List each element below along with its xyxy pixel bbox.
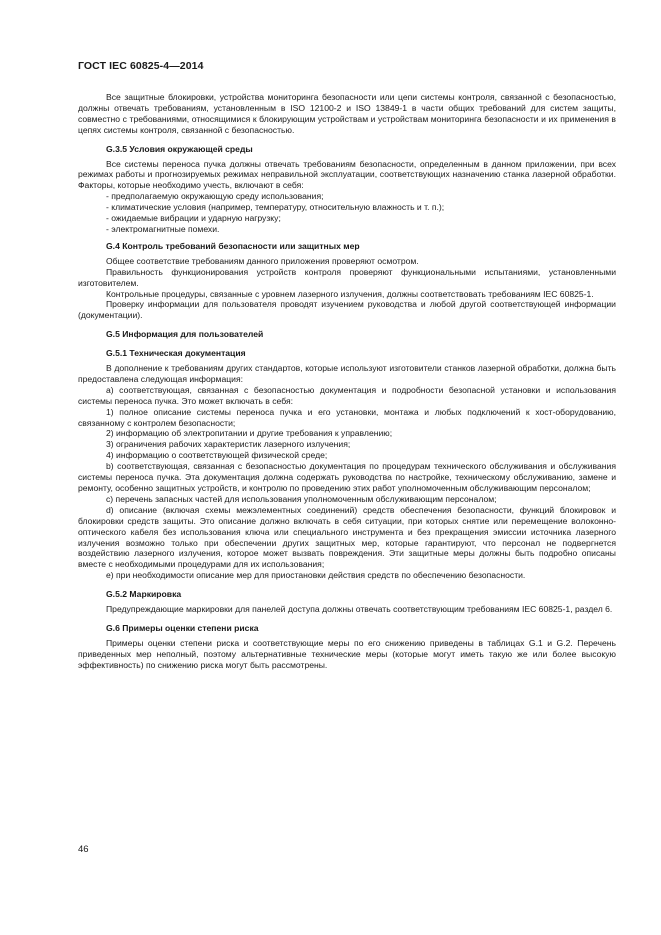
page-content: [78, 92, 616, 671]
paragraph-item-a4: 4) информацию о соответствующей физической среде;: [106, 450, 328, 461]
heading-g52: G.5.2 Маркировка: [106, 589, 182, 600]
list-item-env-2: - климатические условия (например, температуру, относительную влажность и т. п.);: [106, 202, 445, 213]
page-number: 46: [78, 844, 89, 855]
paragraph-item-a: а) соответствующая, связанная с безопасностью документация и подробности безопасной установки и использования системы переноса пучка. Это может включать в себя:: [78, 384, 616, 406]
heading-g5: G.5 Информация для пользователей: [106, 329, 264, 340]
page-header-title: ГОСТ IEC 60825-4—2014: [78, 60, 204, 72]
paragraph-user-info-check: Проверку информации для пользователя проводят изучением руководства и любой другой соответствующей информации (документации).: [78, 299, 616, 321]
list-item-env-3: - ожидаемые вибрации и ударную нагрузку;: [106, 213, 281, 224]
heading-g51: G.5.1 Техническая документация: [106, 348, 246, 359]
paragraph-item-e: e) при необходимости описание мер для приостановки действия средств по обеспечению безопасности.: [106, 570, 526, 581]
paragraph-inspection: Общее соответствие требованиям данного приложения проверяют осмотром.: [106, 255, 419, 266]
paragraph-risk-examples: Примеры оценки степени риска и соответствующие меры по его снижению приведены в таблицах G.1 и G.2. Перечень приведенных мер неполный, поэтому альтернативные технические меры (которые могут иметь такую же или более высокую эффективность) по снижению риска могут быть рассмотрены.: [78, 637, 616, 670]
paragraph-marking: Предупреждающие маркировки для панелей доступа должны отвечать соответствующим требованиям IEC 60825-1, раздел 6.: [106, 604, 613, 615]
paragraph-item-a2: 2) информацию об электропитании и другие требования к управлению;: [106, 428, 393, 439]
heading-g6: G.6 Примеры оценки степени риска: [106, 622, 259, 633]
list-item-env-1: - предполагаемую окружающую среду использования;: [106, 191, 324, 202]
paragraph-item-a1: 1) полное описание системы переноса пучка и его установки, монтажа и любых подключений к хост-оборудованию, связанному с контролем безопасности;: [78, 406, 616, 428]
heading-g35: G.3.5 Условия окружающей среды: [106, 143, 253, 154]
paragraph-functional-tests: Правильность функционирования устройств контроля проверяют функциональными испытаниями, установленными изготовителем.: [78, 266, 616, 288]
paragraph-environment: Все системы переноса пучка должны отвечать требованиям безопасности, определенным в данном приложении, при всех режимах работы и прогнозируемых режимах неправильной эксплуатации, соответствующих назначению станка лазерной обработки. Факторы, которые необходимо учесть, включают в себя:: [78, 158, 616, 191]
paragraph-item-a3: 3) ограничения рабочих характеристик лазерного излучения;: [106, 439, 351, 450]
paragraph-item-c: c) перечень запасных частей для использования уполномоченным обслуживающим персоналом;: [106, 493, 497, 504]
paragraph-additional-info: В дополнение к требованиям других стандартов, которые используют изготовители станков лазерной обработки, должна быть предоставлена следующая информация:: [78, 363, 616, 384]
paragraph-interlocks: Все защитные блокировки, устройства мониторинга безопасности или цепи системы контроля, связанной с безопасностью, должны отвечать требованиям, установленным в ISO 12100-2 и ISO 13849-1 в части общих требований для систем защиты, совместно с требованиями, относящимися к блокирующим устройствам и устройствам мониторинга безопасности и их применения в цепях системы контроля, связанной с безопасностью.: [78, 92, 616, 135]
paragraph-item-b: b) соответствующая, связанная с безопасностью документация по процедурам технического обслуживания и обслуживания системы переноса пучка. Эта документация должна содержать руководства по настройке, техническому обслуживанию, замене и ремонту, особенно защитных устройств, и контролю по проведению этих работ уполномоченным обслуживающим персоналом;: [78, 461, 616, 493]
list-item-env-4: - электромагнитные помехи.: [106, 223, 220, 234]
paragraph-control-procedures: Контрольные процедуры, связанные с уровнем лазерного излучения, должны соответствовать требованиям IEC 60825-1.: [106, 288, 594, 299]
paragraph-item-d: d) описание (включая схемы межэлементных соединений) средств обеспечения безопасности, функций блокировок и блокировки средств защиты. Это описание должно включать в себя ситуации, при которых снятие или перемещение волоконно-оптического кабеля без использования ключа или специального инструмента и без прекращения эмиссии источника лазерного излучения возможно только при обеспечении других защитных мер, которые гарантируют, что персонал не подвергнется воздействию лазерного излучения, которое может вызвать повреждения. Эти защитные меры должны быть подробно описаны вместе с необходимыми процедурами для их использования;: [78, 504, 616, 570]
heading-g4: G.4 Контроль требований безопасности или защитных мер: [106, 240, 360, 251]
